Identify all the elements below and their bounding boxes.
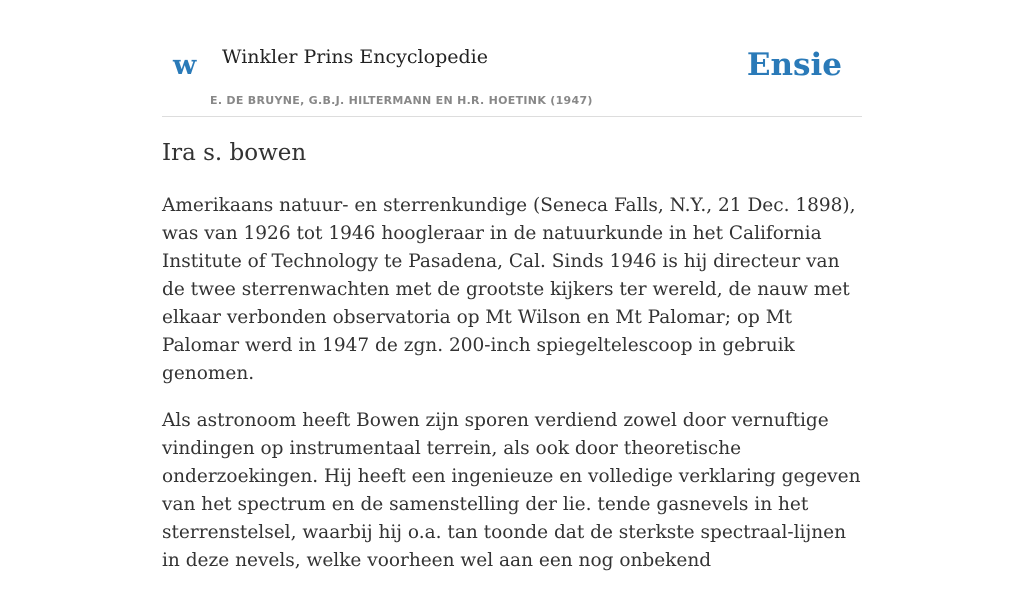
article-body	[162, 192, 862, 594]
encyclopedia-title-link[interactable]: Winkler Prins Encyclopedie	[222, 46, 488, 68]
site-header	[162, 0, 862, 117]
encyclopedia-logo-icon[interactable]: w	[173, 50, 197, 81]
article-paragraph: Amerikaans natuur- en sterrenkundige (Seneca Falls, N.Y., 21 Dec. 1898), was van 1926 tot 1946 hoogleraar in de natuurkunde in het California Institute of Technology te Pasadena, Cal. Sinds 1946 is hij directeur van de twee sterrenwachten met de grootste kijkers ter wereld, de nauw met elkaar verbonden observatoria op Mt Wilson en Mt Palomar; op Mt Palomar werd in 1947 de zgn. 200-inch spiegeltelescoop in gebruik genomen.	[162, 195, 856, 384]
encyclopedia-authors: E. DE BRUYNE, G.B.J. HILTERMANN EN H.R. HOETINK (1947)	[210, 94, 593, 107]
page	[162, 0, 862, 571]
article-title: Ira s. bowen	[162, 140, 307, 166]
article-paragraph: Als astronoom heeft Bowen zijn sporen verdiend zowel door vernuftige vindingen op instrumentaal terrein, als ook door theoretische onderzoekingen. Hij heeft een ingenieuze en volledige verklaring gegeven van het spectrum en de samenstelling der lie. tende gasnevels in het sterrenstelsel, waarbij hij o.a. tan toonde dat de sterkste spectraal-lijnen in deze nevels, welke voorheen wel aan een nog onbekend	[162, 410, 861, 571]
ensie-brand-link[interactable]: Ensie	[746, 47, 842, 83]
